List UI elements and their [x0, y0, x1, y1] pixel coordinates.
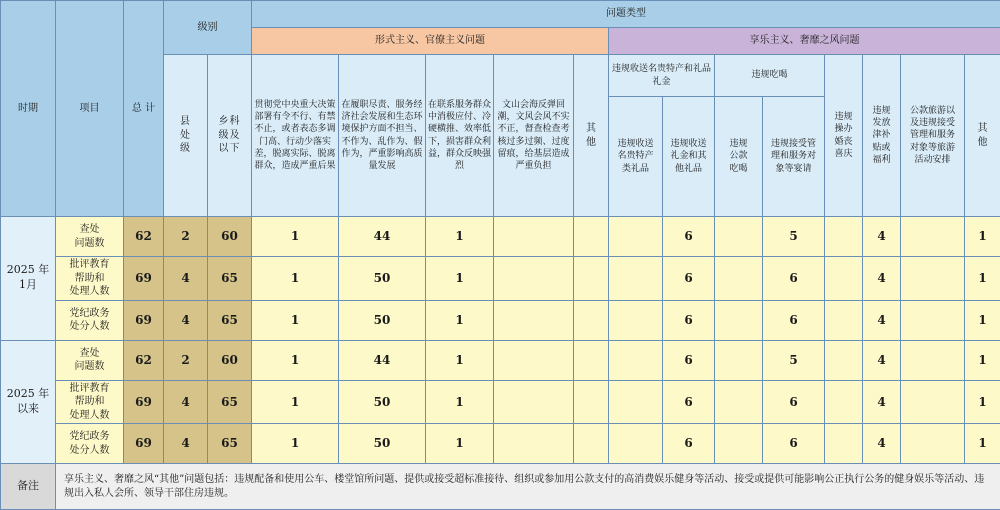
header-h-eat-a-text: 违规公款吃喝 [727, 138, 751, 174]
header-level-township [208, 55, 252, 217]
row-county: 2 [164, 217, 208, 257]
header-level-county-text: 县处级 [179, 115, 193, 156]
row-township: 65 [208, 380, 252, 424]
cell-f5 [574, 217, 609, 257]
cell-h6: 1 [965, 340, 1000, 380]
cell-f1: 1 [252, 380, 339, 424]
header-h6-text: 其他 [977, 122, 989, 149]
cell-h-eat-b: 6 [763, 300, 825, 340]
row-item: 党纪政务 处分人数 [56, 424, 124, 464]
header-h-gift-b [663, 97, 715, 217]
cell-h-gift-a [609, 340, 663, 380]
row-county: 4 [164, 380, 208, 424]
table-row [1, 340, 1000, 380]
header-formalism: 形式主义、官僚主义问题 [252, 28, 609, 55]
row-item: 查处 问题数 [56, 340, 124, 380]
cell-h6: 1 [965, 380, 1000, 424]
cell-h6: 1 [965, 257, 1000, 301]
cell-h-gift-b: 6 [663, 380, 715, 424]
cell-f3: 1 [426, 257, 494, 301]
cell-f2: 44 [339, 217, 426, 257]
table-row [1, 424, 1000, 464]
cell-f3: 1 [426, 380, 494, 424]
row-county: 4 [164, 424, 208, 464]
cell-h5 [901, 217, 965, 257]
header-level-township-text: 乡科级及以下 [217, 115, 243, 156]
cell-h-eat-a [715, 257, 763, 301]
cell-h-eat-a [715, 217, 763, 257]
header-level: 级别 [164, 1, 252, 55]
cell-f1: 1 [252, 300, 339, 340]
cell-f2: 44 [339, 340, 426, 380]
cell-f4 [494, 257, 574, 301]
header-h3-text: 违规操办婚丧喜庆 [832, 111, 856, 160]
header-h-gift: 违规收送名贵特产和礼品礼金 [609, 55, 715, 97]
header-h-eat-a [715, 97, 763, 217]
cell-h-gift-b: 6 [663, 300, 715, 340]
cell-h5 [901, 257, 965, 301]
header-h4-text: 违规发放津补贴或福利 [870, 105, 894, 166]
row-total: 69 [124, 300, 164, 340]
cell-f1: 1 [252, 217, 339, 257]
cell-f1: 1 [252, 340, 339, 380]
cell-h-gift-a [609, 217, 663, 257]
header-h-gift-b-text: 违规收送礼金和其他礼品 [669, 138, 709, 174]
cell-f2: 50 [339, 380, 426, 424]
header-h3 [825, 55, 863, 217]
period-label: 2025 年 1月 [1, 217, 56, 341]
row-township: 60 [208, 217, 252, 257]
cell-h5 [901, 380, 965, 424]
cell-h-eat-a [715, 340, 763, 380]
header-f2: 在履职尽责、服务经济社会发展和生态环境保护方面不担当、不作为、乱作为、假作为，严重影响高质量发展 [339, 55, 426, 217]
cell-h-eat-a [715, 424, 763, 464]
header-h4 [863, 55, 901, 217]
cell-f5 [574, 300, 609, 340]
cell-h-gift-a [609, 257, 663, 301]
row-item: 党纪政务 处分人数 [56, 300, 124, 340]
row-county: 4 [164, 300, 208, 340]
cell-h-eat-b: 5 [763, 340, 825, 380]
cell-h-eat-b: 6 [763, 424, 825, 464]
cell-h-eat-b: 6 [763, 257, 825, 301]
header-problem-type: 问题类型 [252, 1, 1000, 28]
cell-h3 [825, 340, 863, 380]
row-total: 69 [124, 380, 164, 424]
cell-f2: 50 [339, 424, 426, 464]
header-h-gift-a [609, 97, 663, 217]
header-h5-text: 公款旅游以及违规接受管理和服务对象等旅游活动安排 [908, 105, 958, 166]
row-county: 4 [164, 257, 208, 301]
cell-f5 [574, 257, 609, 301]
cell-f1: 1 [252, 424, 339, 464]
cell-f2: 50 [339, 300, 426, 340]
header-level-county [164, 55, 208, 217]
header-item: 项目 [56, 1, 124, 217]
header-period: 时期 [1, 1, 56, 217]
cell-h4: 4 [863, 340, 901, 380]
row-item: 批评教育 帮助和 处理人数 [56, 257, 124, 301]
cell-h6: 1 [965, 217, 1000, 257]
header-h-gift-a-text: 违规收送名贵特产类礼品 [616, 138, 656, 174]
cell-h6: 1 [965, 300, 1000, 340]
cell-h-gift-b: 6 [663, 340, 715, 380]
note-row [1, 464, 1000, 510]
header-f4: 文山会海反弹回潮，文风会风不实不正，督查检查考核过多过频、过度留痕，给基层造成严重负担 [494, 55, 574, 217]
cell-h4: 4 [863, 257, 901, 301]
cell-f2: 50 [339, 257, 426, 301]
table-row [1, 257, 1000, 301]
header-hedonism: 享乐主义、奢靡之风问题 [609, 28, 1000, 55]
cell-f3: 1 [426, 217, 494, 257]
cell-f3: 1 [426, 340, 494, 380]
row-township: 65 [208, 300, 252, 340]
cell-h4: 4 [863, 217, 901, 257]
cell-f4 [494, 424, 574, 464]
cell-h5 [901, 300, 965, 340]
cell-h3 [825, 424, 863, 464]
row-total: 62 [124, 217, 164, 257]
cell-h4: 4 [863, 424, 901, 464]
period-label: 2025 年 以来 [1, 340, 56, 464]
table-row [1, 217, 1000, 257]
cell-f3: 1 [426, 424, 494, 464]
row-item: 查处 问题数 [56, 217, 124, 257]
cell-h-gift-b: 6 [663, 424, 715, 464]
header-h-eat-b [763, 97, 825, 217]
cell-h5 [901, 424, 965, 464]
table-row [1, 380, 1000, 424]
note-text: 享乐主义、奢靡之风“其他”问题包括：违规配备和使用公车、楼堂馆所问题、提供或接受超标准接待、组织或参加用公款支付的高消费娱乐健身等活动、接受或提供可能影响公正执行公务的健身娱乐等活动、违规出入私人会所、领导干部住房违规。 [56, 464, 1000, 510]
cell-h3 [825, 300, 863, 340]
cell-h-gift-a [609, 300, 663, 340]
cell-h-gift-a [609, 424, 663, 464]
cell-f4 [494, 380, 574, 424]
cell-h5 [901, 340, 965, 380]
cell-f4 [494, 340, 574, 380]
cell-f4 [494, 300, 574, 340]
cell-f4 [494, 217, 574, 257]
row-total: 69 [124, 257, 164, 301]
cell-h4: 4 [863, 380, 901, 424]
header-total: 总 计 [124, 1, 164, 217]
row-total: 69 [124, 424, 164, 464]
header-f1: 贯彻党中央重大决策部署有令不行、有禁不止，或者表态多调门高、行动少落实差，脱离实际、脱离群众，造成严重后果 [252, 55, 339, 217]
row-township: 65 [208, 424, 252, 464]
cell-h6: 1 [965, 424, 1000, 464]
cell-h-gift-b: 6 [663, 257, 715, 301]
table-row [1, 300, 1000, 340]
header-h6 [965, 55, 1000, 217]
cell-f5 [574, 380, 609, 424]
cell-f5 [574, 424, 609, 464]
cell-h4: 4 [863, 300, 901, 340]
row-total: 62 [124, 340, 164, 380]
header-h5 [901, 55, 965, 217]
row-township: 65 [208, 257, 252, 301]
header-h-eat-b-text: 违规接受管理和服务对象等宴请 [769, 138, 819, 174]
header-f5 [574, 55, 609, 217]
cell-f1: 1 [252, 257, 339, 301]
row-township: 60 [208, 340, 252, 380]
cell-h-eat-a [715, 300, 763, 340]
cell-h3 [825, 217, 863, 257]
cell-h3 [825, 257, 863, 301]
cell-f5 [574, 340, 609, 380]
row-item: 批评教育 帮助和 处理人数 [56, 380, 124, 424]
cell-h-gift-b: 6 [663, 217, 715, 257]
note-label: 备注 [1, 464, 56, 510]
cell-h-gift-a [609, 380, 663, 424]
row-county: 2 [164, 340, 208, 380]
cell-h-eat-b: 5 [763, 217, 825, 257]
cell-f3: 1 [426, 300, 494, 340]
header-f3: 在联系服务群众中消极应付、冷硬横推、效率低下，损害群众利益，群众反映强烈 [426, 55, 494, 217]
cell-h-eat-b: 6 [763, 380, 825, 424]
cell-h-eat-a [715, 380, 763, 424]
cell-h3 [825, 380, 863, 424]
header-f5-text: 其他 [585, 122, 597, 149]
header-h-eat: 违规吃喝 [715, 55, 825, 97]
